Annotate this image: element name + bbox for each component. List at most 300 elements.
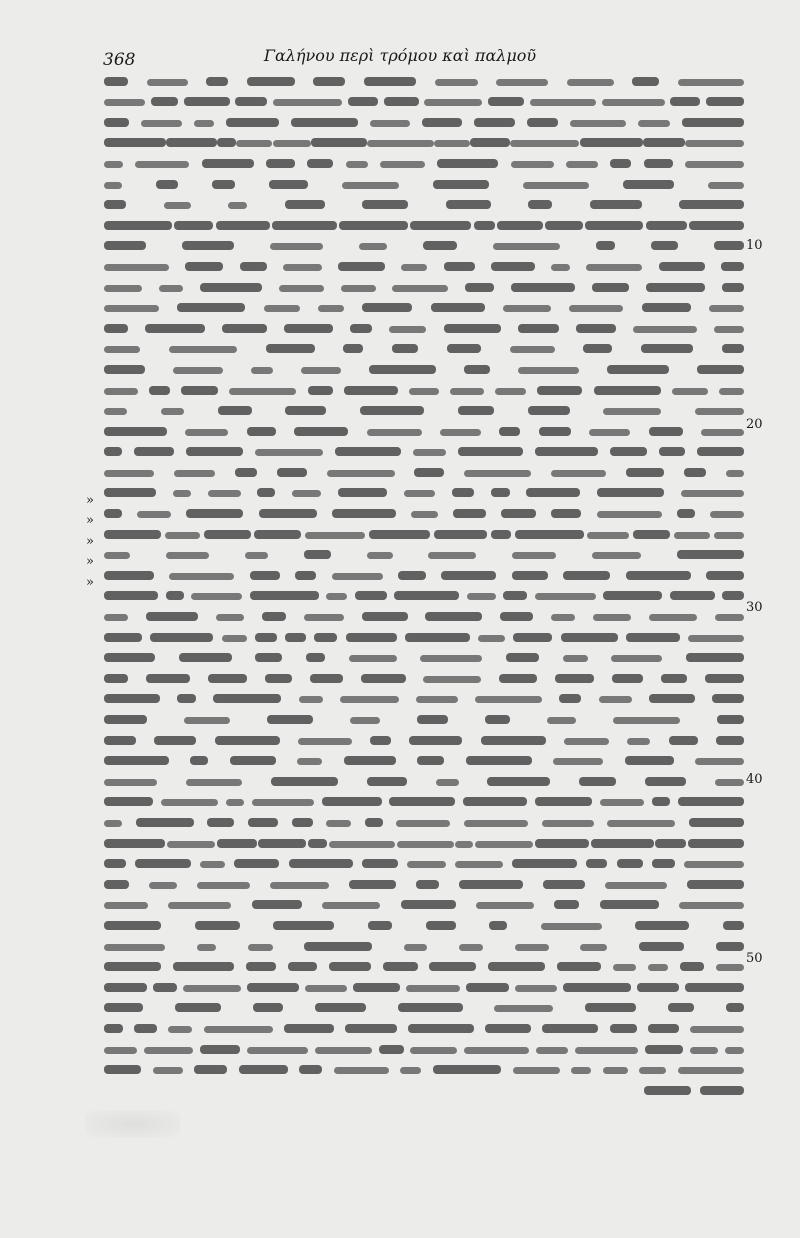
text-line [104,832,744,853]
text-word [104,182,122,189]
text-word [458,447,523,456]
text-word [714,326,744,333]
text-word [594,386,661,395]
text-word [167,841,215,848]
text-word [433,180,489,189]
text-word [706,97,744,106]
text-word [104,571,154,580]
text-word [365,818,383,827]
text-word [292,818,313,827]
text-word [174,221,213,230]
text-word [185,262,223,271]
text-word [136,818,194,827]
text-word [299,696,323,703]
text-word [404,944,427,951]
quotation-mark: » [86,513,94,528]
text-word [644,159,673,168]
text-word [305,985,347,992]
text-word [364,77,416,86]
text-word [539,427,571,436]
text-word [701,429,744,436]
text-word [569,305,623,312]
text-word [194,1065,227,1074]
text-word [561,633,618,642]
text-word [147,79,188,86]
text-line [104,647,744,668]
text-word [341,285,376,292]
text-word [686,653,744,662]
text-word [350,717,380,724]
text-word [672,388,708,395]
text-word [149,386,170,395]
text-word [712,694,744,703]
text-word [434,530,487,539]
text-word [617,859,643,868]
text-word [528,200,552,209]
text-word [134,1024,157,1033]
text-word [230,756,276,765]
text-word [690,1026,744,1033]
text-word [166,591,184,600]
text-word [166,552,209,559]
text-word [104,653,155,662]
text-word [104,674,128,683]
text-word [512,571,548,580]
text-word [467,593,496,600]
text-word [610,159,631,168]
text-word [216,221,270,230]
text-word [298,738,352,745]
text-word [202,159,254,168]
text-word [695,758,744,765]
text-word [255,449,323,456]
text-word [423,241,457,250]
text-word [229,388,296,395]
text-word [168,1026,192,1033]
text-word [104,470,154,477]
text-word [291,118,358,127]
text-word [104,797,153,806]
text-word [688,839,744,848]
text-word [710,511,744,518]
text-word [464,820,528,827]
text-word [481,736,546,745]
text-word [478,635,505,642]
text-word [723,921,744,930]
text-word [135,161,189,168]
text-word [360,406,424,415]
text-word [216,614,244,621]
text-word [346,161,368,168]
text-word [566,161,598,168]
text-word [315,1003,366,1012]
text-word [537,386,582,395]
text-line [104,626,744,647]
text-word [642,303,691,312]
text-word [104,779,157,786]
text-word [690,1047,718,1054]
text-word [104,591,158,600]
text-word [626,633,680,642]
text-line [104,935,744,956]
text-word [104,944,165,951]
margin-line-number: 30 [746,600,763,615]
text-word [284,1024,334,1033]
text-word [527,118,558,127]
text-word [255,653,282,662]
text-word [285,406,326,415]
text-word [266,344,315,353]
text-line [104,400,744,421]
text-word [104,264,169,271]
text-word [551,470,606,477]
text-word [175,1003,221,1012]
text-line [104,873,744,894]
text-word [396,820,450,827]
text-word [315,1047,372,1054]
text-word [644,1086,691,1095]
text-word [503,305,551,312]
text-word [334,1067,389,1074]
text-word [186,779,242,786]
text-word [493,243,560,250]
text-word [465,283,494,292]
text-word [252,900,302,909]
text-word [429,962,476,971]
margin-line-number: 50 [746,951,763,966]
text-word [684,861,744,868]
text-word [610,447,647,456]
text-word [603,1067,628,1074]
text-word [370,120,410,127]
text-word [104,408,127,415]
text-word [435,79,478,86]
text-word [543,880,585,889]
text-word [146,612,198,621]
text-word [416,880,439,889]
text-word [652,859,675,868]
text-word [571,1067,591,1074]
text-line [104,791,744,812]
text-word [197,944,216,951]
text-word [400,1067,421,1074]
text-word [563,655,588,662]
text-word [200,861,225,868]
text-word [236,140,272,147]
text-word [194,120,214,127]
text-word [411,511,438,518]
text-word [240,262,267,271]
text-word [285,633,306,642]
text-word [104,880,129,889]
text-word [269,180,308,189]
text-word [273,99,342,106]
text-word [575,1047,638,1054]
text-word [235,468,257,477]
text-word [722,344,744,353]
text-word [433,1065,501,1074]
text-word [288,962,317,971]
text-word [600,900,659,909]
text-word [248,944,273,951]
text-word [332,573,383,580]
text-word [250,591,319,600]
text-word [474,221,495,230]
text-word [369,530,430,539]
text-word [425,612,482,621]
text-word [510,140,579,147]
text-word [329,841,395,848]
text-word [362,612,408,621]
text-word [370,736,391,745]
text-word [344,756,396,765]
text-word [169,346,237,353]
text-word [340,696,399,703]
text-line [104,502,744,523]
text-word [401,264,427,271]
text-word [717,715,744,724]
text-word [674,532,710,539]
text-word [104,756,169,765]
text-word [144,1047,193,1054]
text-word [536,1047,568,1054]
text-word [389,326,426,333]
text-word [464,365,490,374]
text-word [697,447,744,456]
text-word [104,324,128,333]
text-word [559,694,581,703]
text-word [646,221,687,230]
text-word [567,79,614,86]
text-word [305,532,365,539]
text-word [407,861,446,868]
text-word [437,159,498,168]
text-word [485,1024,531,1033]
text-word [250,571,280,580]
text-word [104,346,140,353]
text-word [466,756,532,765]
text-word [104,285,142,292]
text-word [104,161,123,168]
text-word [583,344,612,353]
text-word [338,488,387,497]
text-word [217,138,236,147]
paper-stain [85,1110,180,1138]
text-word [186,447,243,456]
text-word [585,221,643,230]
text-word [345,1024,397,1033]
text-word [491,488,510,497]
text-word [326,593,347,600]
text-word [518,324,559,333]
text-word [700,1086,744,1095]
text-word [234,859,279,868]
text-line [104,214,744,235]
text-line [104,173,744,194]
text-word [632,77,659,86]
text-word [164,202,191,209]
text-word [248,818,278,827]
text-word [222,635,247,642]
text-line [104,194,744,215]
text-word [212,180,235,189]
text-word [422,118,462,127]
text-word [459,880,523,889]
text-word [104,859,126,868]
text-word [349,880,396,889]
text-word [404,490,435,497]
text-line [104,132,744,153]
page-number: 368 [103,50,136,70]
text-word [410,221,471,230]
text-word [226,118,279,127]
running-head: Γαλήνου περὶ τρόμου καὶ παλμοῦ [263,46,537,65]
text-word [179,653,232,662]
text-word [685,140,744,147]
text-word [563,983,631,992]
text-word [444,262,475,271]
text-word [394,591,459,600]
text-word [428,552,476,559]
text-word [684,468,706,477]
text-word [541,923,602,930]
text-word [414,468,444,477]
text-word [576,324,616,333]
text-word [423,676,481,683]
text-word [716,942,744,951]
margin-line-number: 10 [746,238,763,253]
text-word [649,427,683,436]
text-word [200,1045,240,1054]
text-word [353,983,400,992]
text-word [523,182,589,189]
text-word [406,985,460,992]
text-word [308,839,327,848]
text-line [104,152,744,173]
text-word [592,552,641,559]
text-word [313,77,345,86]
text-word [444,324,501,333]
text-word [651,241,678,250]
text-word [709,305,744,312]
text-word [515,530,584,539]
text-line [104,1079,744,1100]
text-word [137,511,171,518]
text-word [413,449,446,456]
text-word [706,571,744,580]
text-word [645,777,686,786]
text-word [705,674,744,683]
text-word [153,1067,183,1074]
text-word [285,200,325,209]
text-word [464,470,531,477]
text-word [257,488,275,497]
text-word [410,1047,457,1054]
text-word [367,777,407,786]
text-word [611,655,662,662]
text-word [104,983,147,992]
text-word [487,777,550,786]
text-word [623,180,674,189]
text-line [104,420,744,441]
text-word [104,530,161,539]
text-word [488,97,524,106]
text-word [398,1003,463,1012]
text-word [398,571,426,580]
text-word [670,97,700,106]
text-word [563,571,610,580]
text-word [494,1005,553,1012]
text-word [564,738,609,745]
text-word [401,900,456,909]
text-word [488,962,545,971]
text-word [295,571,316,580]
text-word [496,79,548,86]
quotation-mark: » [86,575,94,590]
text-word [648,1024,679,1033]
text-word [156,180,178,189]
text-word [369,365,436,374]
text-word [322,902,380,909]
text-word [586,859,607,868]
text-line [104,667,744,688]
text-word [625,756,674,765]
body-text [104,70,744,1100]
text-word [270,882,329,889]
text-word [670,591,715,600]
text-word [590,200,642,209]
text-word [626,571,691,580]
text-word [431,303,485,312]
text-word [424,99,482,106]
text-word [678,79,744,86]
text-word [392,344,418,353]
text-word [183,985,241,992]
text-word [141,120,182,127]
text-word [273,921,334,930]
text-word [362,859,398,868]
text-word [208,674,247,683]
text-word [511,161,554,168]
text-word [589,429,630,436]
text-word [104,509,122,518]
text-word [655,839,686,848]
text-word [580,138,643,147]
text-word [235,97,267,106]
text-line [104,956,744,977]
text-word [368,921,392,930]
text-word [161,408,184,415]
text-word [661,674,687,683]
text-word [688,635,744,642]
text-word [226,799,244,806]
text-word [513,633,552,642]
text-word [714,241,744,250]
text-word [455,841,473,848]
text-line [104,750,744,771]
text-word [638,120,670,127]
text-word [195,921,240,930]
text-word [200,283,262,292]
text-word [511,283,575,292]
text-word [104,552,130,559]
text-word [436,779,459,786]
text-word [348,97,378,106]
text-word [362,200,408,209]
text-word [190,756,208,765]
text-word [383,962,418,971]
text-word [607,365,669,374]
